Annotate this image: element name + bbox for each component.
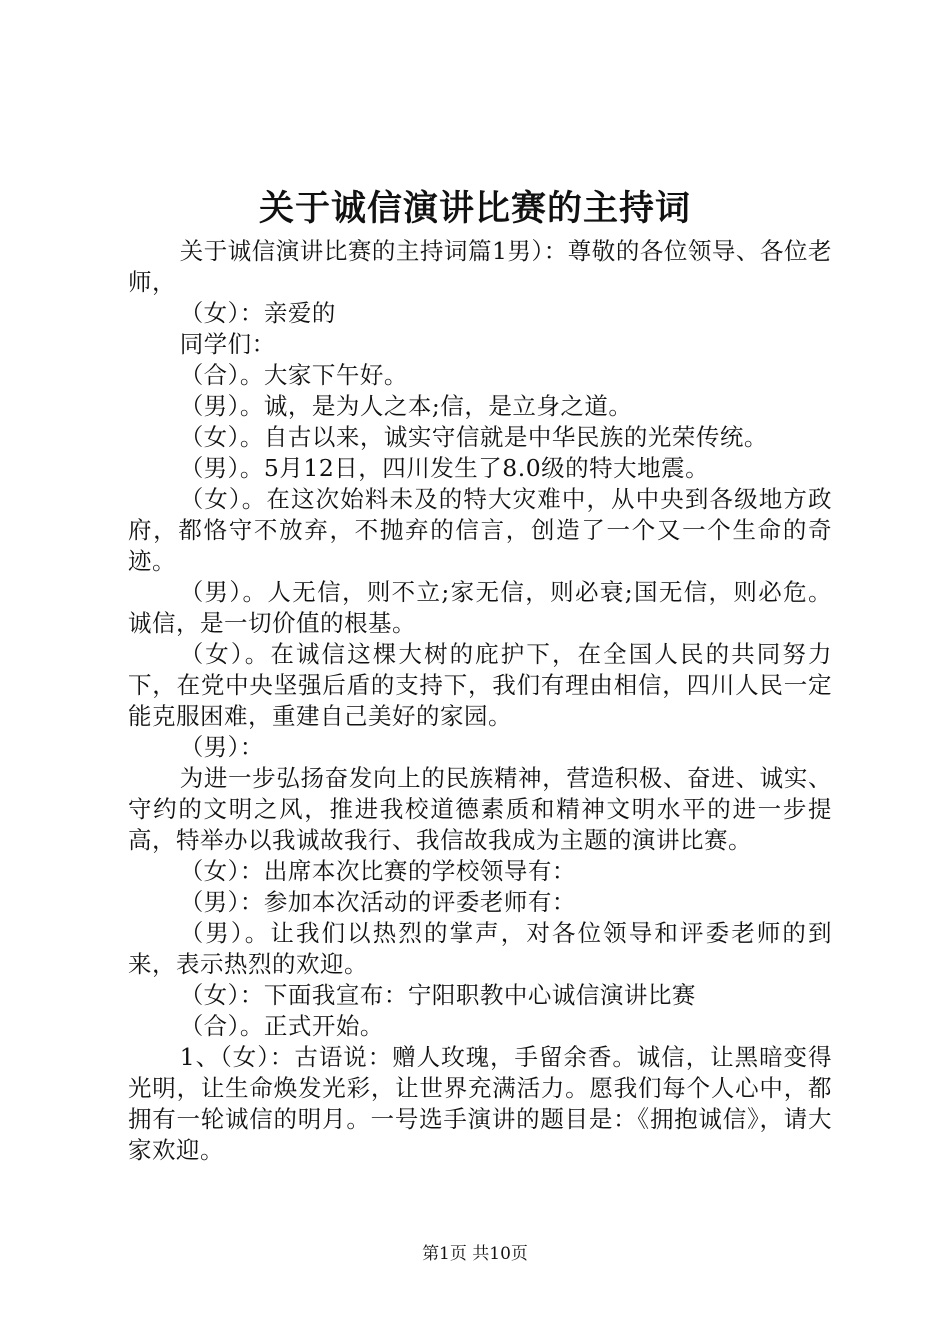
paragraph: （男）。人无信，则不立;家无信，则必衰;国无信，则必危。诚信，是一切价值的根基。 <box>128 578 832 637</box>
paragraph: （合）。大家下午好。 <box>179 361 408 389</box>
paragraph: （男）。诚，是为人之本;信，是立身之道。 <box>179 392 633 420</box>
paragraph: （女）：出席本次比赛的学校领导有： <box>179 857 576 885</box>
paragraph: （女）。在这次始料未及的特大灾难中，从中央到各级地方政府，都恪守不放弃，不抛弃的信言，创造了一个又一个生命的奇迹。 <box>128 485 832 575</box>
paragraph: （女）。在诚信这棵大树的庇护下，在全国人民的共同努力下，在党中央坚强后盾的支持下，我们有理由相信，四川人民一定能克服困难，重建自己美好的家园。 <box>128 640 832 730</box>
paragraph: （男）：参加本次活动的评委老师有： <box>179 888 576 916</box>
paragraph: （合）。正式开始。 <box>179 1012 384 1040</box>
paragraph: （女）：亲爱的 <box>179 299 336 327</box>
paragraph: （男）： <box>179 733 264 761</box>
paragraph: 同学们： <box>179 330 276 358</box>
paragraph: 1、（女）：古语说：赠人玫瑰，手留余香。诚信，让黑暗变得光明，让生命焕发光彩，让世界充满活力。愿我们每个人心中，都拥有一轮诚信的明月。一号选手演讲的题目是：《拥抱诚信》，请大家欢迎。 <box>128 1043 832 1164</box>
paragraph: 关于诚信演讲比赛的主持词篇1男）：尊敬的各位领导、各位老师， <box>128 237 832 296</box>
paragraph: （男）。让我们以热烈的掌声，对各位领导和评委老师的到来，表示热烈的欢迎。 <box>128 919 832 978</box>
document-title: 关于诚信演讲比赛的主持词 <box>258 188 691 229</box>
paragraph: 为进一步弘扬奋发向上的民族精神，营造积极、奋进、诚实、守约的文明之风，推进我校道德素质和精神文明水平的进一步提高，特举办以我诚故我行、我信故我成为主题的演讲比赛。 <box>128 764 832 854</box>
paragraph: （女）：下面我宣布：宁阳职教中心诚信演讲比赛 <box>179 981 696 1009</box>
page-footer: 第1页 共10页 <box>422 1244 528 1264</box>
paragraph: （女）。自古以来，诚实守信就是中华民族的光荣传统。 <box>179 423 768 451</box>
paragraph: （男）。5月12日，四川发生了8.0级的特大地震。 <box>179 454 710 482</box>
document-body <box>128 236 832 1166</box>
